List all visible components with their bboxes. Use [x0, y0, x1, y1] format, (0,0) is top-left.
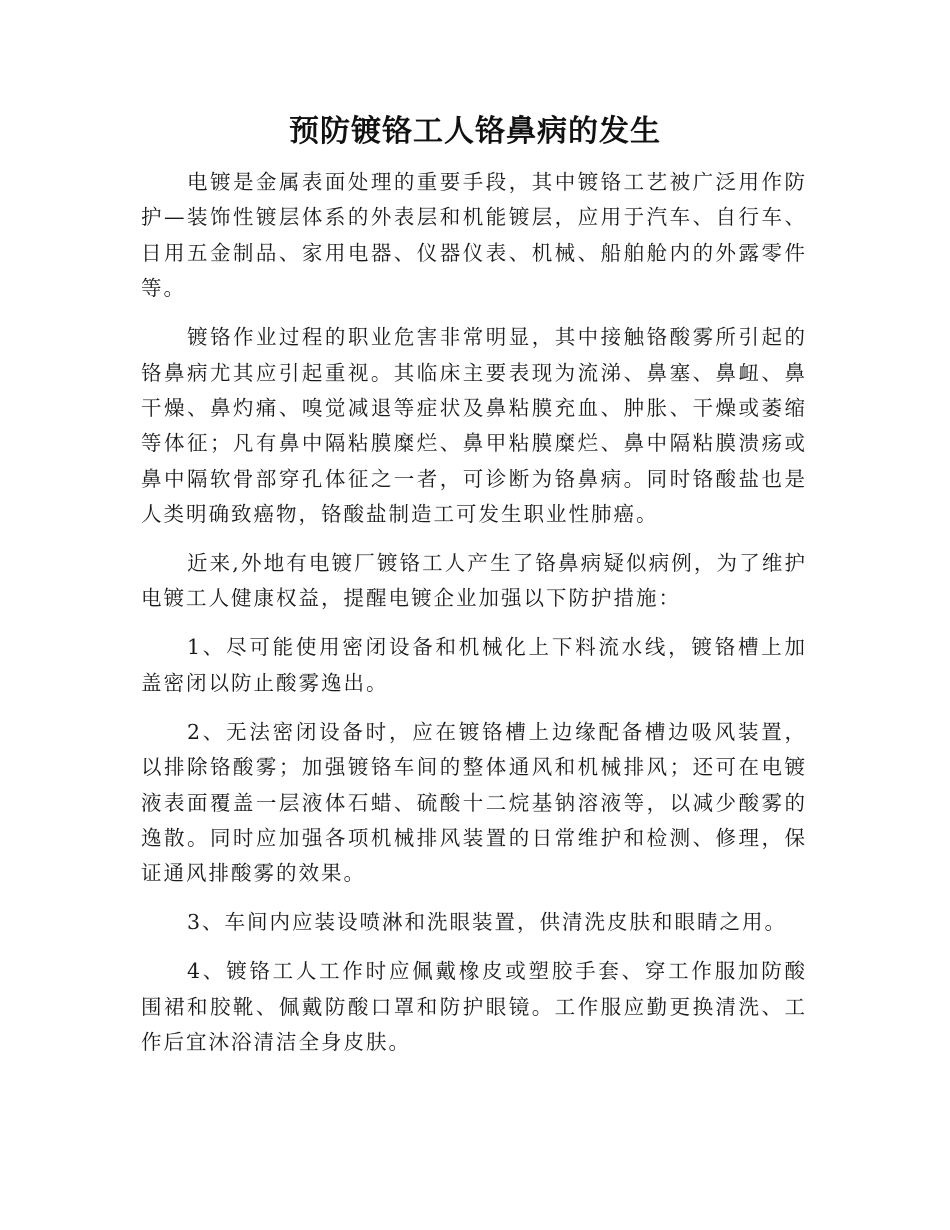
document-body [141, 165, 807, 1074]
paragraph-notice: 近来,外地有电镀厂镀铬工人产生了铬鼻病疑似病例，为了维护电镀工人健康权益，提醒电镀企业加强以下防护措施： [141, 551, 807, 611]
paragraph-hazard: 镀铬作业过程的职业危害非常明显，其中接触铬酸雾所引起的铬鼻病尤其应引起重视。其临床主要表现为流涕、鼻塞、鼻衄、鼻干燥、鼻灼痛、嗅觉减退等症状及鼻粘膜充血、肿胀、干燥或萎缩等体征；凡有鼻中隔粘膜糜烂、鼻甲粘膜糜烂、鼻中隔粘膜溃疡或鼻中隔软骨部穿孔体征之一者，可诊断为铬鼻病。同时铬酸盐也是人类明确致癌物，铬酸盐制造工可发生职业性肺癌。 [141, 325, 807, 527]
document-title: 预防镀铬工人铬鼻病的发生 [289, 114, 661, 149]
paragraph-measure-2: 2、无法密闭设备时，应在镀铬槽上边缘配备槽边吸风装置，以排除铬酸雾；加强镀铬车间的整体通风和机械排风；还可在电镀液表面覆盖一层液体石蜡、硫酸十二烷基钠溶液等，以减少酸雾的逸散。同时应加强各项机械排风装置的日常维护和检测、修理，保证通风排酸雾的效果。 [141, 719, 807, 886]
paragraph-measure-1: 1、尽可能使用密闭设备和机械化上下料流水线，镀铬槽上加盖密闭以防止酸雾逸出。 [141, 635, 807, 695]
paragraph-intro: 电镀是金属表面处理的重要手段，其中镀铬工艺被广泛用作防护—装饰性镀层体系的外表层和机能镀层，应用于汽车、自行车、日用五金制品、家用电器、仪器仪表、机械、船舶舱内的外露零件等。 [141, 170, 807, 301]
paragraph-measure-3: 3、车间内应装设喷淋和洗眼装置，供清洗皮肤和眼睛之用。 [187, 910, 788, 935]
paragraph-measure-4: 4、镀铬工人工作时应佩戴橡皮或塑胶手套、穿工作服加防酸围裙和胶靴、佩戴防酸口罩和防护眼镜。工作服应勤更换清洗、工作后宜沐浴清洁全身皮肤。 [141, 959, 807, 1054]
